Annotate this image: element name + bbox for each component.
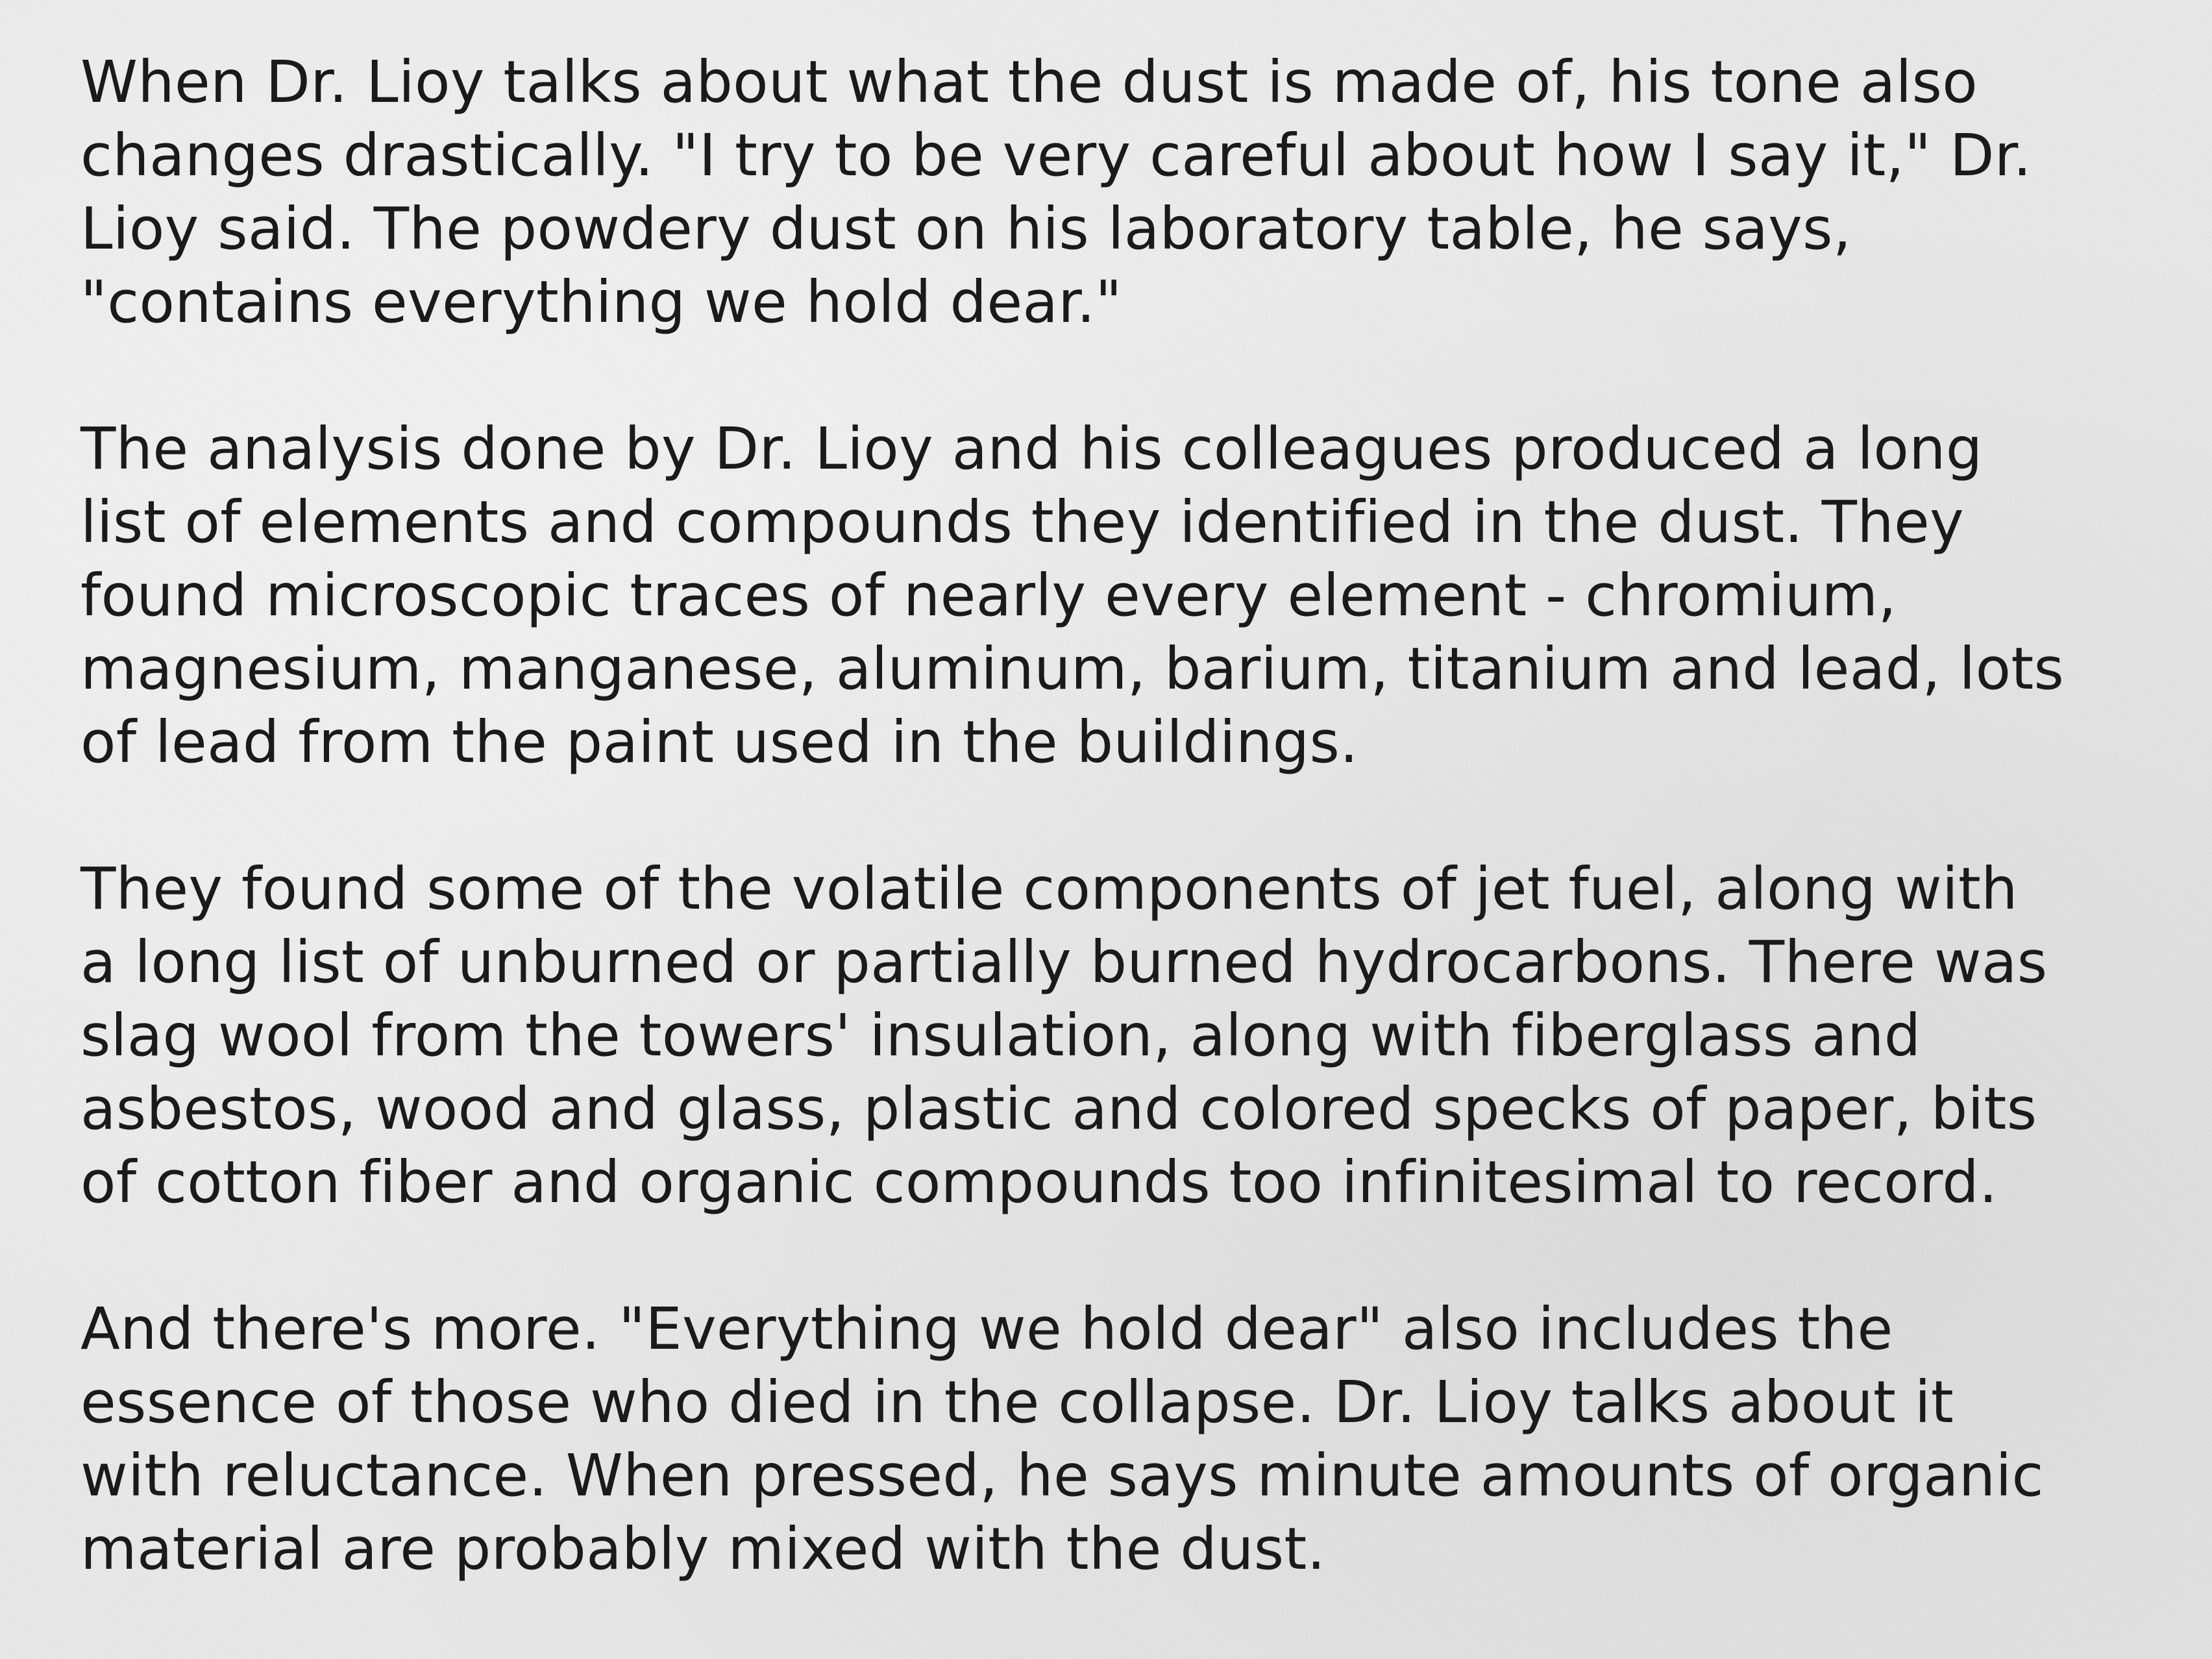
document-page: [80, 45, 2157, 1659]
text-line: When Dr. Lioy talks about what the dust is made of, his tone also: [80, 48, 1978, 116]
text-line: asbestos, wood and glass, plastic and colored specks of paper, bits: [80, 1075, 2037, 1142]
text-line: slag wool from the towers' insulation, along with fiberglass and: [80, 1002, 1921, 1069]
text-line: changes drastically. "I try to be very careful about how I say it," Dr.: [80, 121, 2032, 189]
text-line: Lioy said. The powdery dust on his laboratory table, he says,: [80, 195, 1852, 262]
text-line: of cotton fiber and organic compounds too infinitesimal to record.: [80, 1148, 1998, 1216]
text-line: found microscopic traces of nearly every element - chromium,: [80, 561, 1897, 629]
text-line: with reluctance. When pressed, he says minute amounts of organic: [80, 1442, 2044, 1509]
text-line: material are probably mixed with the dust.: [80, 1515, 1326, 1582]
text-line: a long list of unburned or partially burned hydrocarbons. There was: [80, 928, 2048, 996]
paragraph-2: [80, 412, 2157, 779]
paragraph-1: [80, 45, 2157, 339]
text-line: essence of those who died in the collapse. Dr. Lioy talks about it: [80, 1368, 1954, 1436]
text-line: list of elements and compounds they identified in the dust. They: [80, 488, 1965, 556]
paragraph-3: [80, 852, 2157, 1219]
text-line: magnesium, manganese, aluminum, barium, titanium and lead, lots: [80, 635, 2065, 702]
text-line: They found some of the volatile components of jet fuel, along with: [80, 855, 2018, 922]
text-line: "contains everything we hold dear.": [80, 268, 1122, 336]
text-line: of lead from the paint used in the buildings.: [80, 708, 1358, 776]
paragraph-4: [80, 1292, 2157, 1586]
text-line: The analysis done by Dr. Lioy and his colleagues produced a long: [80, 415, 1983, 482]
text-line: And there's more. "Everything we hold dear" also includes the: [80, 1295, 1893, 1362]
